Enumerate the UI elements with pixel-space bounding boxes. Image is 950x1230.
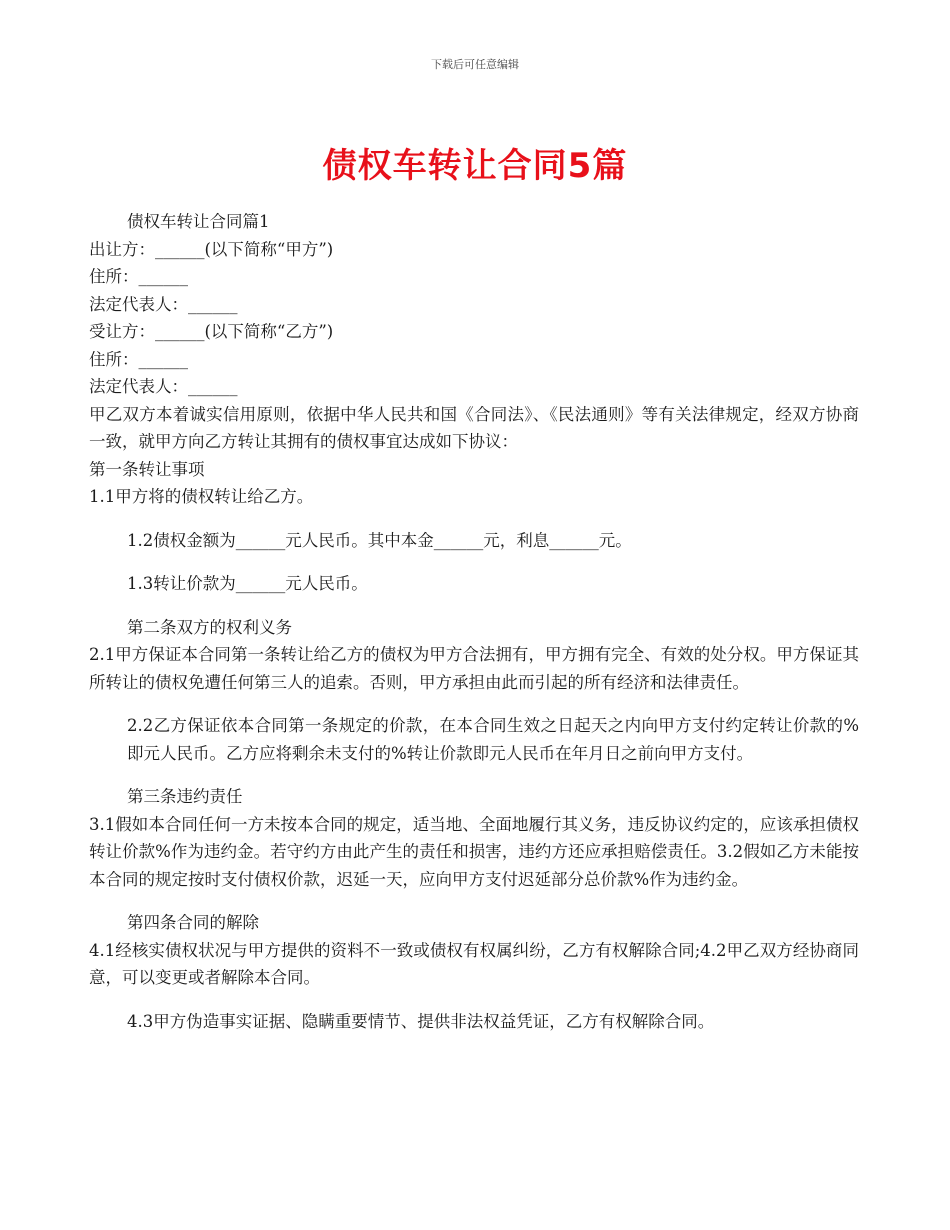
transferor-line: 出让方：______(以下简称“甲方”) [89, 239, 334, 259]
clause-1-2: 1.2债权金额为______元人民币。其中本金______元，利息______元。 [127, 530, 632, 550]
contract-body [89, 208, 859, 1035]
preamble-paragraph: 甲乙双方本着诚实信用原则，依据中华人民共和国《合同法》、《民法通则》等有关法律规定，经双方协商一致，就甲方向乙方转让其拥有的债权事宜达成如下协议： [89, 404, 859, 451]
clause-2-1: 2.1甲方保证本合同第一条转让给乙方的债权为甲方合法拥有，甲方拥有完全、有效的处分权。甲方保证其所转让的债权免遭任何第三人的追索。否则，甲方承担由此而引起的所有经济和法律责任。 [89, 645, 859, 692]
clause-1-3: 1.3转让价款为______元人民币。 [127, 574, 368, 593]
transferee-line: 受让方：______(以下简称“乙方”) [89, 322, 334, 341]
header-note: 下载后可任意编辑 [431, 58, 519, 71]
transferee-representative: 法定代表人：______ [89, 377, 238, 396]
article-3-heading: 第三条违约责任 [127, 787, 243, 806]
clause-1-1: 1.1甲方将的债权转让给乙方。 [89, 487, 314, 506]
transferor-representative: 法定代表人：______ [89, 294, 238, 314]
transferee-address: 住所：______ [89, 349, 188, 369]
clause-4-3: 4.3甲方伪造事实证据、隐瞒重要情节、提供非法权益凭证，乙方有权解除合同。 [127, 1011, 715, 1031]
section-heading: 债权车转让合同篇1 [127, 212, 270, 231]
clause-2-2: 2.2乙方保证依本合同第一条规定的价款，在本合同生效之日起天之内向甲方支付约定转让价款的%即元人民币。乙方应将剩余未支付的%转让价款即元人民币在年月日之前向甲方支付。 [127, 716, 859, 763]
clause-3-1: 3.1假如本合同任何一方未按本合同的规定，适当地、全面地履行其义务，违反协议约定的，应该承担债权转让价款%作为违约金。若守约方由此产生的责任和损害，违约方还应承担赔偿责任。3.2假如乙方未能按本合同的规定按时支付债权价款，迟延一天，应向甲方支付迟延部分总价款%作为违约金。 [89, 814, 859, 889]
document-title: 债权车转让合同5篇 [322, 146, 628, 186]
article-4-heading: 第四条合同的解除 [127, 913, 259, 932]
clause-4-1: 4.1经核实债权状况与甲方提供的资料不一致或债权有权属纠纷，乙方有权解除合同;4.2甲乙双方经协商同意，可以变更或者解除本合同。 [89, 940, 859, 987]
transferor-address: 住所：______ [89, 267, 188, 286]
article-2-heading: 第二条双方的权利义务 [127, 617, 292, 637]
article-1-heading: 第一条转让事项 [89, 459, 205, 479]
